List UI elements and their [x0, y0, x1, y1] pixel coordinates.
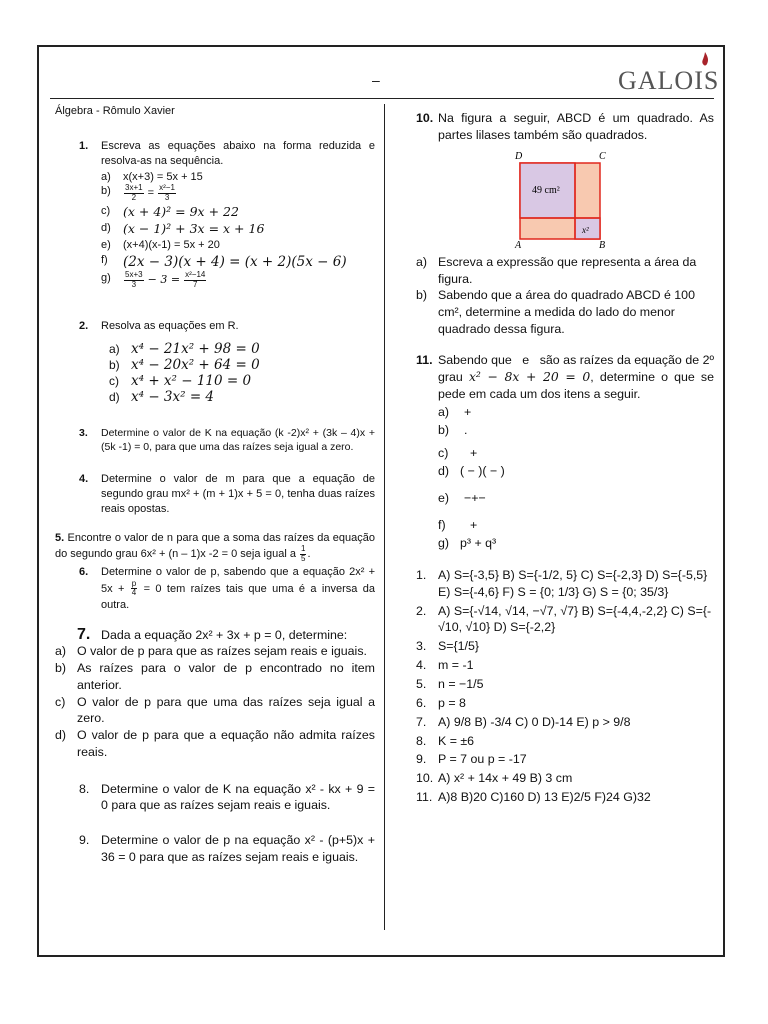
fraction: $\frac{5x+3}{3}$ — [125, 270, 143, 289]
item-e: e) (x+4)(x-1) = 5x + 20 — [101, 239, 220, 252]
fraction: $\frac{\text{x²−14}}{7}$ — [185, 270, 206, 289]
fraction: $\frac{\text{x²−1}}{3}$ — [159, 183, 175, 202]
item-d: d) O valor de p para que a equação não admita raízes reais. — [55, 728, 375, 759]
header-rule — [50, 98, 714, 99]
item-d: d) x⁴ − 3x² = 4 — [109, 388, 215, 405]
answer-row: 3. S={1/5} — [416, 639, 480, 654]
item-c: c) + — [438, 445, 478, 460]
left-column — [55, 104, 375, 866]
question-7: 7. Dada a equação 2x² + 3x + p = 0, determine: a) O valor de p para que as raízes sejam reais e iguais. b) As raízes para o valor de p encontrado no item anterior. c) O valor de p para que uma das raízes seja igual a zero. d) O valor de p para que a equação não admita raízes reais. — [55, 625, 375, 759]
answer-key — [416, 567, 714, 806]
item-c: c) (x + 4)² = 9x + 22 — [101, 204, 239, 220]
question-9: 9. Determine o valor de p na equação x² - (p+5)x + 36 = 0 para que as raízes sejam reais e iguais. — [79, 833, 375, 865]
flame-icon — [700, 52, 710, 68]
answer-row: 9. P = 7 ou p = -17 — [416, 752, 527, 767]
question-8: 8. Determine o valor de K na equação x² - kx + 9 = 0 para que as raízes sejam reais e iguais. — [79, 781, 375, 813]
answer-row: 4. m = -1 — [416, 658, 474, 673]
area-small-label: x² — [582, 224, 589, 235]
answer-row: 2. A) S={-√14, √14, −√7, √7} B) S={-4,4,-2,2} C) S={-√10, √10} D) S={-2,2} — [416, 603, 712, 635]
question-4: 4. Determine o valor de m para que a equação de segundo grau mx² + (m + 1)x + 5 = 0, tenha duas raízes reais opostas. — [79, 473, 375, 515]
item-a: a) x⁴ − 21x² + 98 = 0 — [109, 341, 260, 358]
item-b: b) x⁴ − 20x² + 64 = 0 — [109, 356, 260, 373]
question-5: 5. Encontre o valor de n para que a soma das raízes da equação do segundo grau 6x² + (n – 1)x -2 = 0 seja igual a $\frac{1}{5}$ . — [55, 531, 376, 563]
header-dash: – — [372, 72, 380, 88]
column-divider — [384, 104, 385, 930]
item-a: a) x(x+3) = 5x + 15 — [101, 170, 203, 183]
item-g: g) p³ + q³ — [438, 536, 497, 551]
label-d: D — [515, 150, 523, 162]
question-number: 1. — [79, 139, 89, 152]
area-big-label: 49 cm² — [532, 184, 560, 196]
item-c: c) O valor de p para que uma das raízes seja igual a zero. — [55, 694, 375, 726]
label-c: C — [599, 150, 606, 162]
answer-row: 7. A) 9/8 B) -3/4 C) 0 D)-14 E) p > 9/8 — [416, 714, 631, 729]
logo-text: GALOIS — [618, 66, 720, 95]
author-line: Álgebra - Rômulo Xavier — [55, 105, 175, 117]
answer-row: 8. K = ±6 — [416, 733, 475, 748]
answer-row: 10. A) x² + 14x + 49 B) 3 cm — [416, 771, 573, 786]
answer-row: 5. n = −1/5 — [416, 677, 484, 692]
item-a: a) Escreva a expressão que representa a área da figura. — [416, 254, 697, 286]
question-text: Escreva as equações abaixo na forma reduzida e resolva-as na sequência. — [101, 139, 375, 167]
item-b: b) As raízes para o valor de p encontrado no item anterior. — [55, 661, 375, 692]
square-figure — [512, 150, 616, 250]
right-column — [416, 110, 714, 808]
item-d: d) ( − )( − ) — [438, 464, 505, 479]
item-e: e) −+− — [438, 491, 486, 506]
item-g: g) $\frac{5x+3}{3}$ − 3 = $\frac{\text{x²−14}}{7}$ — [101, 270, 206, 289]
question-10-items — [416, 254, 714, 338]
answer-row: 6. p = 8 — [416, 695, 466, 710]
question-11: 11. Sabendo que e são as raízes da equação de 2º grau x² − 8x + 20 = 0, determine o que se pede em cada um dos itens a seguir. — [416, 353, 715, 401]
item-f: f) (2x − 3)(x + 4) = (x + 2)(5x − 6) — [101, 253, 347, 270]
galois-logo — [618, 52, 718, 96]
item-c: c) x⁴ + x² − 110 = 0 — [109, 372, 252, 389]
answer-row: 11. A)8 B)20 C)160 D) 13 E)2/5 F)24 G)32 — [416, 790, 651, 805]
answer-row: 1. A) S={-3,5} B) S={-1/2, 5} C) S={-2,3} D) S={-5,5} E) S={-4,6} F) S = {0; 1/3} G) S = {0; 35/3} — [416, 567, 708, 599]
item-a: a) O valor de p para que as raízes sejam reais e iguais. — [55, 644, 367, 659]
fraction: $\frac{3x+1}{2}$ — [125, 183, 143, 202]
question-2: 2. Resolva as equações em R. a) x⁴ − 21x² + 98 = 0 b) x⁴ − 20x² + 64 = 0 c) x⁴ + x² − 110 = 0 d) x⁴ − 3x² = 4 — [55, 319, 375, 406]
item-a: a) + — [438, 404, 472, 419]
label-b: B — [599, 239, 606, 250]
question-6: 6. Determine o valor de p, sabendo que a equação 2x² + 5x + $\frac{p}{4}$ = 0 tem raízes tais que uma é a inversa da outra. — [79, 566, 375, 611]
question-3: 3. Determine o valor de K na equação (k -2)x² + (3k – 4)x + (5k -1) = 0, para que uma das raízes seja igual a zero. — [79, 426, 375, 453]
item-b: b) . — [438, 423, 468, 438]
item-b: b) $\frac{3x+1}{2}$ = $\frac{\text{x²−1}}{3}$ — [101, 183, 175, 202]
item-b: b) Sabendo que a área do quadrado ABCD é 100 cm², determine a medida do lado do menor quadrado dessa figura. — [416, 288, 695, 337]
question-1 — [55, 139, 375, 293]
item-f: f) + — [438, 517, 478, 532]
item-d: d) (x − 1)² + 3x = x + 16 — [101, 221, 265, 237]
question-11-items — [416, 403, 714, 553]
label-a: A — [515, 239, 522, 250]
question-10: 10. Na figura a seguir, ABCD é um quadrado. As partes lilases também são quadrados. — [416, 111, 714, 142]
